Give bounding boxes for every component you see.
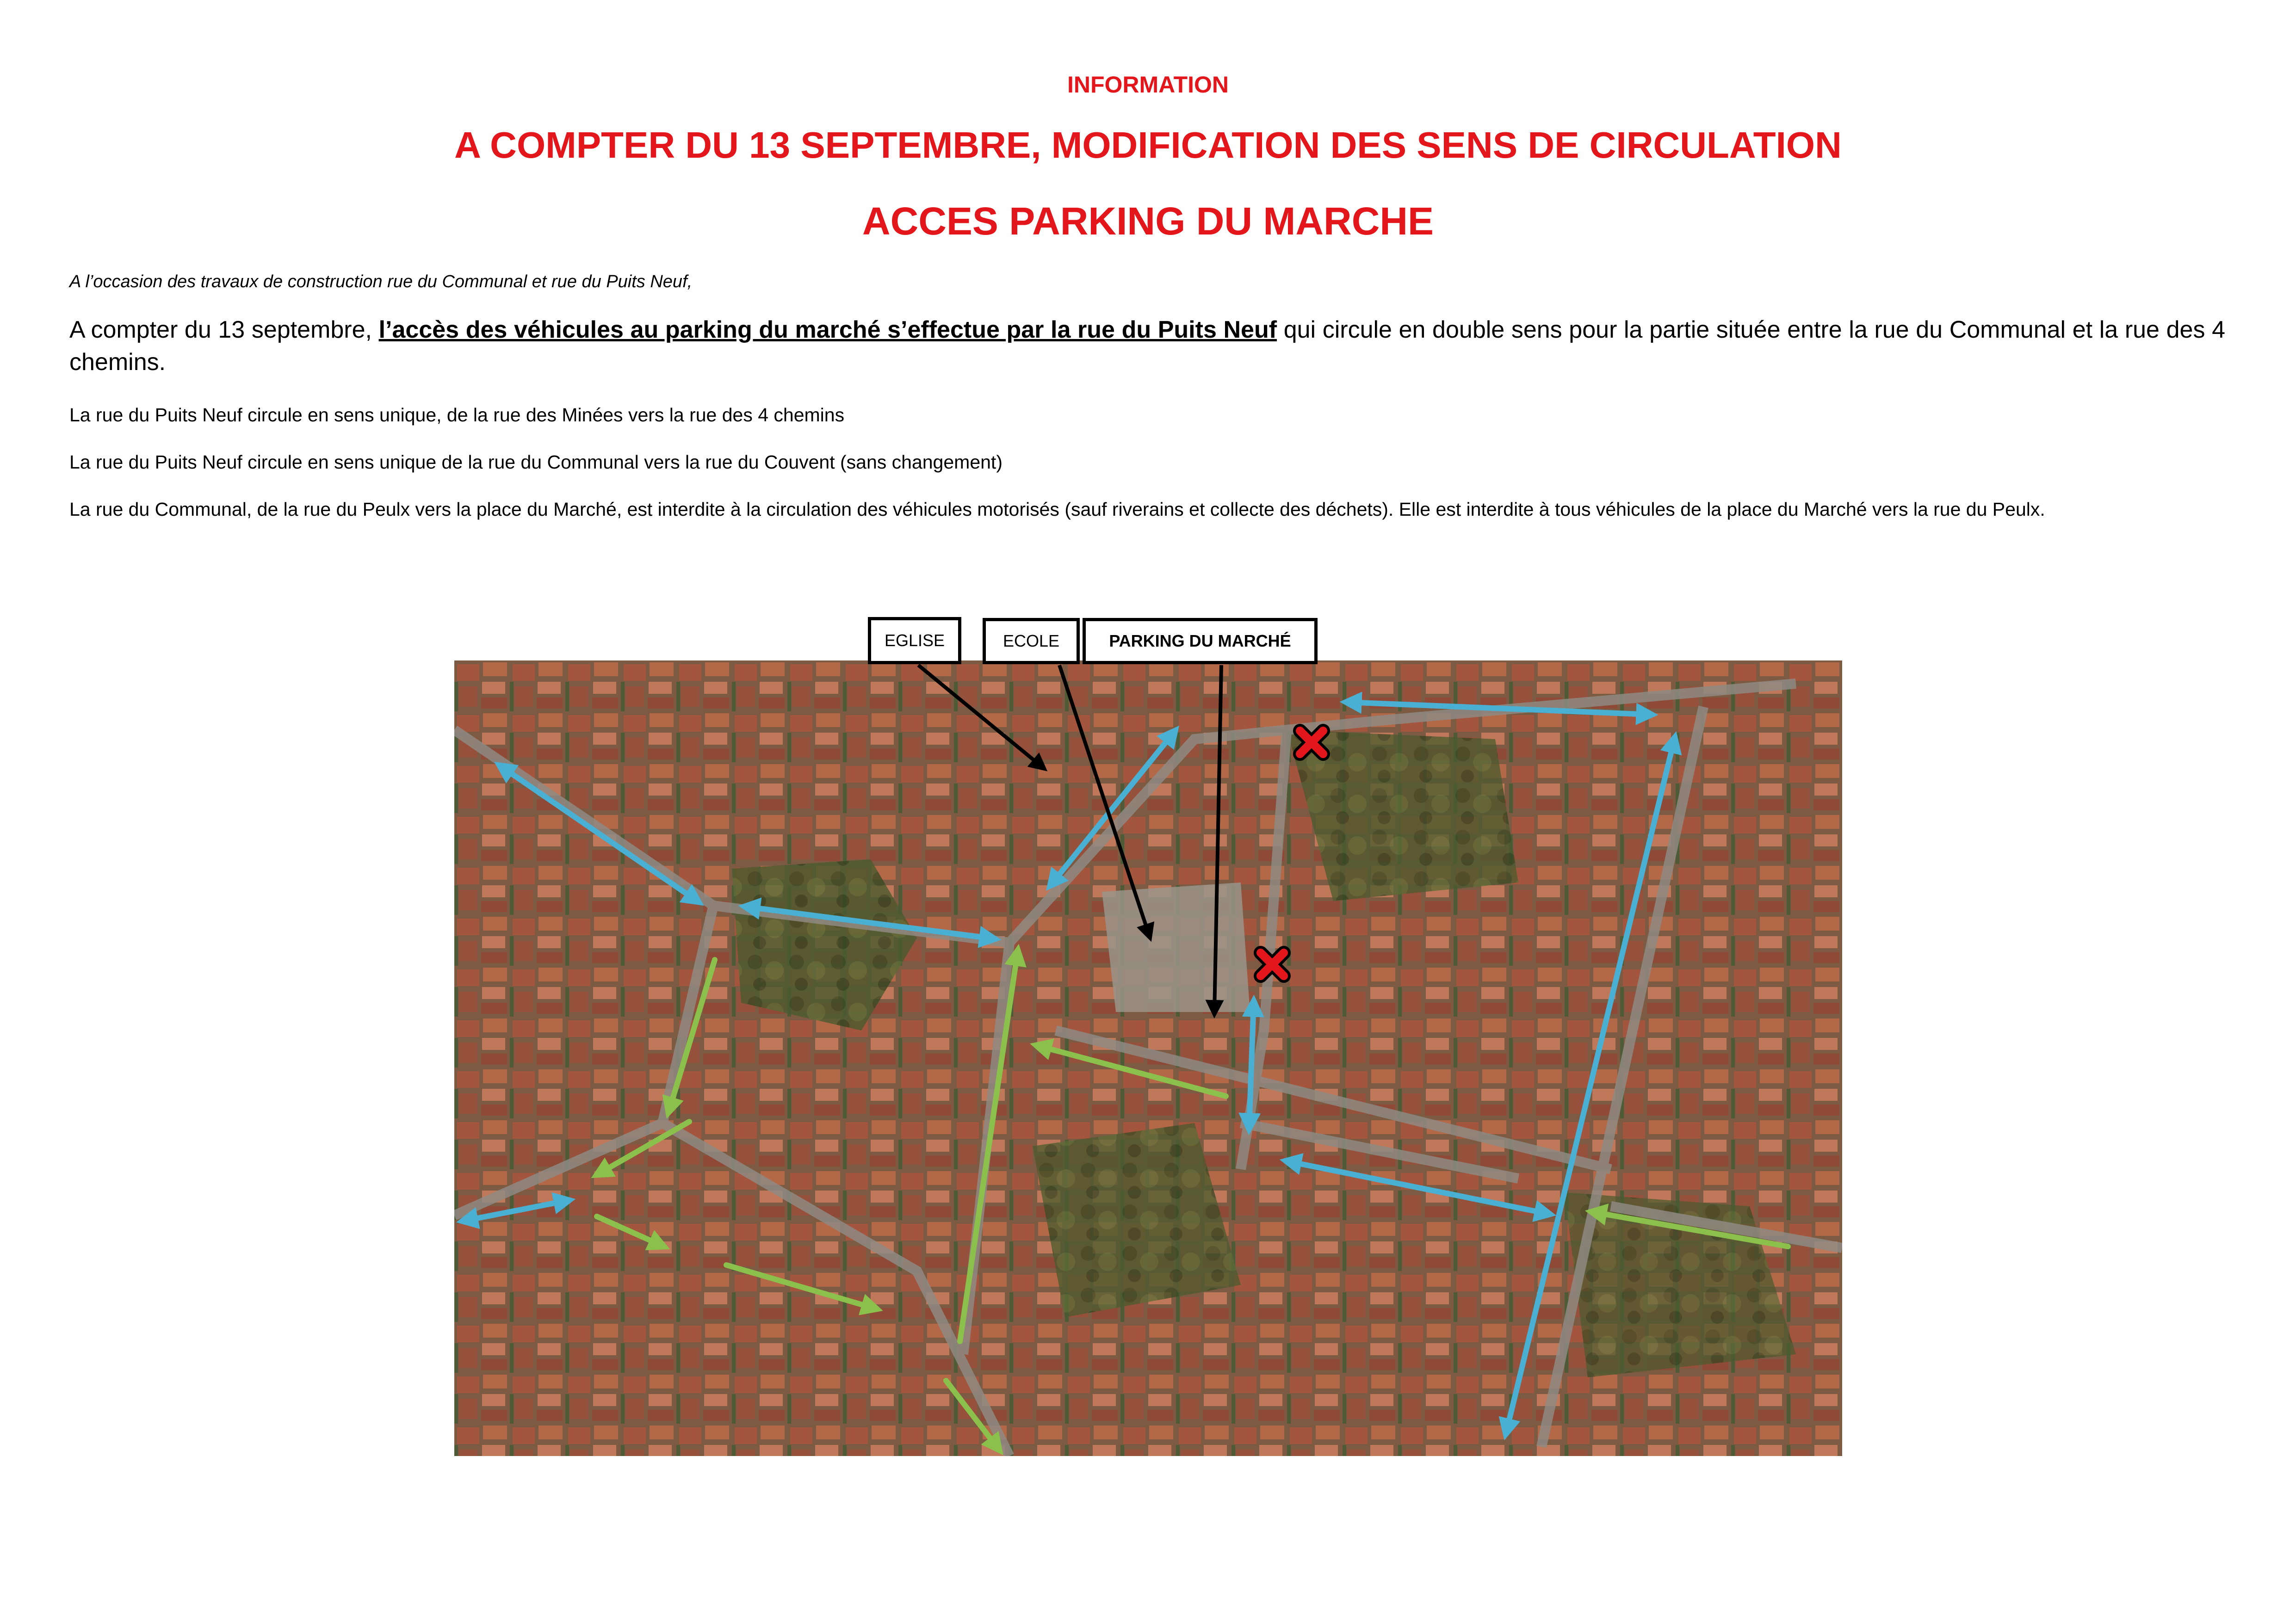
closed-road-icon [1300, 731, 1323, 754]
one-way-arrows [597, 950, 1788, 1450]
ecole-label: ECOLE [983, 618, 1080, 664]
paragraph-1: La rue du Puits Neuf circule en sens unique, de la rue des Minées vers la rue des 4 chemins [69, 404, 845, 426]
main-highlight: l’accès des véhicules au parking du marché s’effectue par la rue du Puits Neuf [378, 316, 1277, 343]
two-way-arrows [463, 702, 1675, 1434]
main-prefix: A compter du 13 septembre, [69, 316, 379, 343]
parking-label: PARKING DU MARCHÉ [1083, 618, 1318, 664]
page-title: A COMPTER DU 13 SEPTEMBRE, MODIFICATION DES SENS DE CIRCULATION [454, 124, 1842, 166]
page-subtitle: ACCES PARKING DU MARCHE [862, 199, 1434, 243]
intro-text: A l’occasion des travaux de construction rue du Communal et rue du Puits Neuf, [69, 272, 693, 291]
notice-label: INFORMATION [1067, 72, 1229, 98]
paragraph-2: La rue du Puits Neuf circule en sens unique de la rue du Communal vers la rue du Couvent (sans changement) [69, 451, 1003, 473]
pointer-lines [918, 665, 1221, 1013]
closed-road-icon [1261, 953, 1284, 976]
paragraph-3: La rue du Communal, de la rue du Peulx vers la place du Marché, est interdite à la circulation des véhicules motorisés (sauf riverains et collecte des déchets). Elle est interdite à tous véhicules de la place du Marché vers la rue du Peulx. [69, 499, 2045, 520]
eglise-label: EGLISE [868, 617, 961, 664]
main-suffix: qui circule en double sens pour la partie située entre la rue du Communal et la rue des 4 chemins. [69, 316, 2225, 376]
